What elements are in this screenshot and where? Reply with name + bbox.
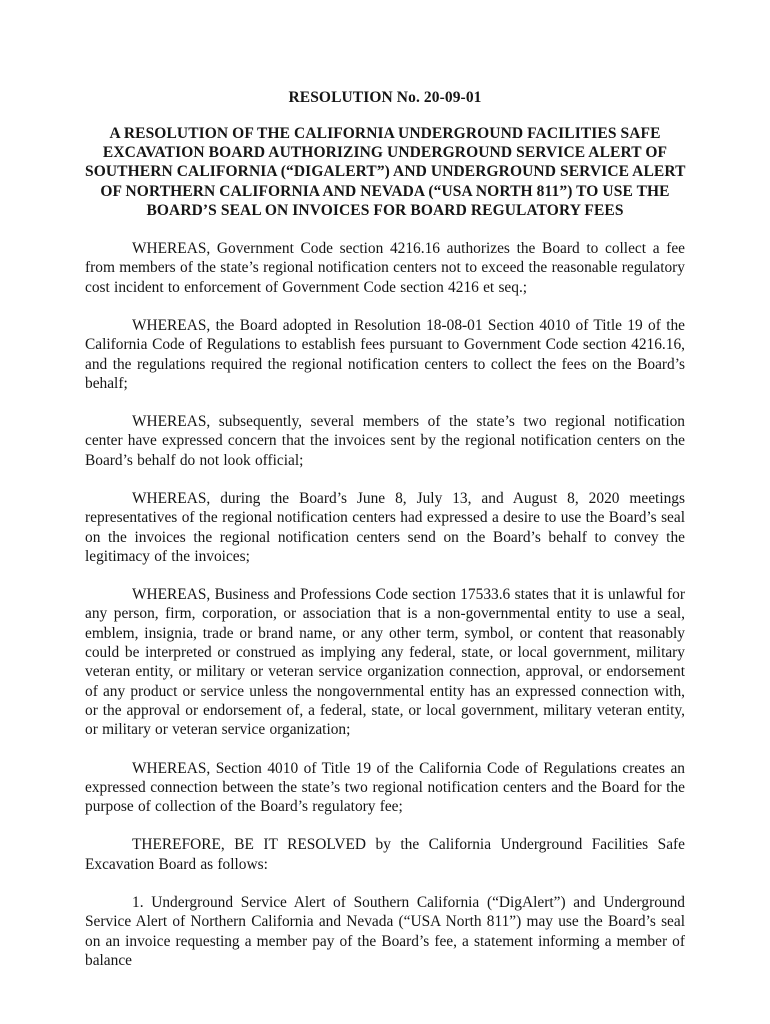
heading-line-2: EXCAVATION BOARD AUTHORIZING UNDERGROUND SERVICE ALERT OF: [102, 144, 668, 162]
paragraph-therefore: THEREFORE, BE IT RESOLVED by the California Underground Facilities Safe Excavation Board as follows:: [85, 836, 685, 873]
heading-line-3: SOUTHERN CALIFORNIA (“DIGALERT”) AND UNDERGROUND SERVICE ALERT: [85, 163, 686, 181]
paragraph-whereas-6: WHEREAS, Section 4010 of Title 19 of the California Code of Regulations creates an expressed connection between the state’s two regional notification centers and the Board for the purpose of collection of the Board’s regulatory fee;: [85, 759, 685, 816]
paragraph-whereas-2: WHEREAS, the Board adopted in Resolution 18-08-01 Section 4010 of Title 19 of the California Code of Regulations to establish fees pursuant to Government Code section 4216.16, and the regulations required the regional notification centers to collect the fees on the Board’s behalf;: [85, 316, 685, 392]
paragraph-whereas-4: WHEREAS, during the Board’s June 8, July 13, and August 8, 2020 meetings representatives of the regional notification centers had expressed a desire to use the Board’s seal on the invoices the regional notification centers send on the Board’s behalf to convey the legitimacy of the invoices;: [85, 489, 685, 565]
heading-line-1: A RESOLUTION OF THE CALIFORNIA UNDERGROUND FACILITIES SAFE: [109, 125, 661, 142]
paragraph-whereas-3: WHEREAS, subsequently, several members of the state’s two regional notification center have expressed concern that the invoices sent by the regional notification centers on the Board’s behalf do not look official;: [85, 413, 685, 469]
resolution-number-title: RESOLUTION No. 20-09-01: [288, 89, 482, 106]
heading-line-4: OF NORTHERN CALIFORNIA AND NEVADA (“USA NORTH 811”) TO USE THE: [100, 182, 670, 200]
resolution-heading: [85, 124, 685, 220]
heading-line-5: BOARD’S SEAL ON INVOICES FOR BOARD REGULATORY FEES: [146, 201, 624, 219]
paragraph-whereas-5: WHEREAS, Business and Professions Code section 17533.6 states that it is unlawful for any person, firm, corporation, or association that is a non-governmental entity to use a seal, emblem, insignia, trade or brand name, or any other term, symbol, or content that reasonably could be interpreted or construed as implying any federal, state, or local government, military veteran entity, or military or veteran service organization connection, approval, or endorsement of any product or service unless the nongovernmental entity has an expressed connection with, or the approval or endorsement of, a federal, state, or local government, military veteran entity, or military or veteran service organization;: [85, 586, 685, 739]
paragraph-resolved-item-1: 1. Underground Service Alert of Southern California (“DigAlert”) and Underground Service Alert of Northern California and Nevada (“USA North 811”) may use the Board’s seal on an invoice requesting a member pay of the Board’s fee, a statement informing a member of balance: [85, 894, 685, 969]
paragraph-whereas-1: WHEREAS, Government Code section 4216.16 authorizes the Board to collect a fee from members of the state’s regional notification centers not to exceed the reasonable regulatory cost incident to enforcement of Government Code section 4216 et seq.;: [85, 240, 685, 296]
